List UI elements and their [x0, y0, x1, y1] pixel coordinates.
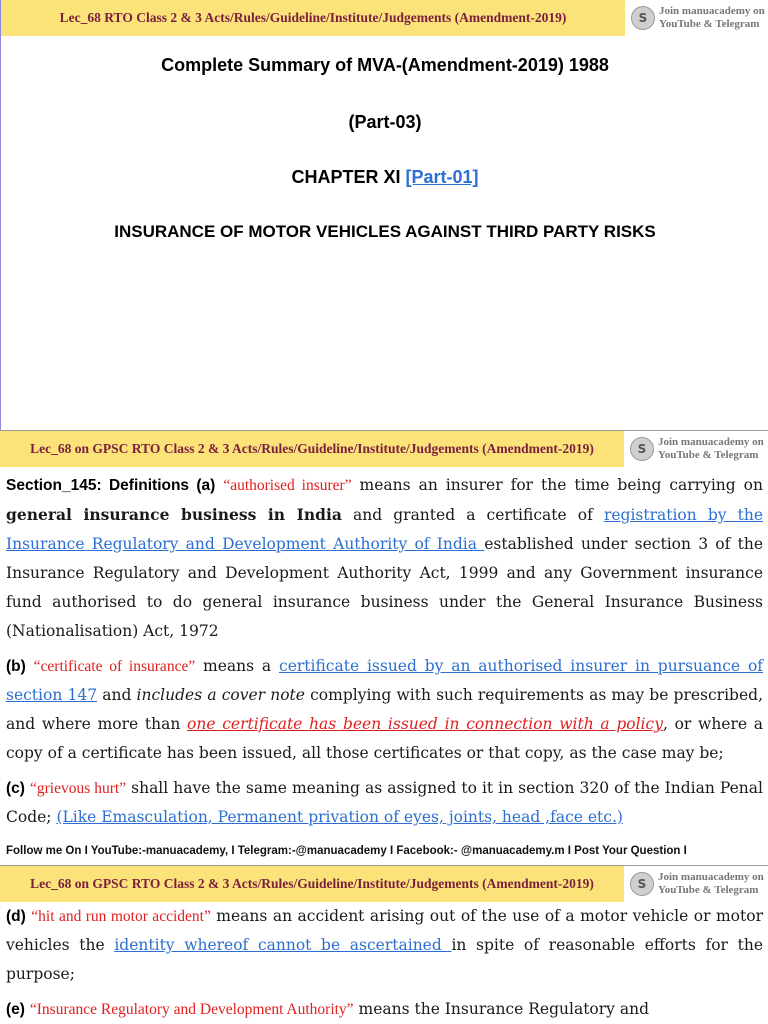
term-grievous-hurt: “grievous hurt” — [30, 780, 127, 797]
link-identity-not-ascertained[interactable]: identity whereof cannot be ascertained — [114, 936, 452, 954]
manuacademy-logo-icon: S — [631, 6, 655, 30]
definitions-body — [6, 902, 763, 1024]
join-badge[interactable] — [631, 2, 768, 34]
header-title: Lec_68 on GPSC RTO Class 2 & 3 Acts/Rules/Guideline/Institute/Judgements (Amendment-2019) — [0, 431, 624, 467]
definition-a: Section_145: Definitions (a) “authorised insurer” means an insurer for the time being carrying on general insurance business in India and granted a certificate of registration by the Insurance Regulatory and Development Authority of India established under section 3 of the Insurance Regulatory and Development Authority Act, 1999 and any Government insurance fund authorised to do general insurance business under the General Insurance Business (Nationalisation) Act, 1972 — [6, 476, 763, 640]
definition-d: (d) “hit and run motor accident” means an accident arising out of the use of a motor vehicle or motor vehicles the identity whereof cannot be ascertained in spite of reasonable efforts for the purpose; — [6, 907, 763, 983]
manuacademy-logo-icon: S — [630, 437, 654, 461]
header-title: Lec_68 on GPSC RTO Class 2 & 3 Acts/Rules/Guideline/Institute/Judgements (Amendment-2019) — [0, 866, 624, 902]
part-title: (Part-03) — [348, 112, 422, 132]
join-line-2: YouTube & Telegram — [658, 884, 759, 896]
page-header — [0, 431, 768, 467]
join-line-1: Join manuacademy on — [658, 436, 764, 448]
join-line-1: Join manuacademy on — [659, 5, 765, 17]
manuacademy-logo-icon: S — [630, 872, 654, 896]
document-title: Complete Summary of MVA-(Amendment-2019) 1988 — [161, 55, 609, 75]
definitions-body — [6, 471, 763, 837]
section-label: Section_145: Definitions (a) — [6, 477, 216, 494]
page-header — [1, 0, 768, 36]
join-line-1: Join manuacademy on — [658, 871, 764, 883]
link-irda-registration[interactable]: registration by the Insurance Regulatory and Development Authority of India — [6, 506, 763, 553]
slide-page-3 — [0, 866, 768, 1024]
slide-page-1 — [0, 0, 768, 430]
join-line-2: YouTube & Telegram — [658, 449, 759, 461]
term-irda: “Insurance Regulatory and Development Authority” — [29, 1001, 354, 1018]
definition-c: (c) “grievous hurt” shall have the same meaning as assigned to it in section 320 of the Indian Penal Code; (Like Emasculation, Permanent privation of eyes, joints, head ,face etc.) — [6, 779, 763, 826]
join-line-2: YouTube & Telegram — [659, 18, 760, 30]
page-header — [0, 866, 768, 902]
chapter-part-link[interactable]: [Part-01] — [405, 167, 479, 187]
chapter-title — [1, 167, 768, 188]
chapter-label: CHAPTER XI — [291, 167, 401, 187]
term-hit-and-run: “hit and run motor accident” — [31, 908, 211, 925]
slide-page-2 — [0, 431, 768, 837]
link-emasculation-note[interactable]: (Like Emasculation, Permanent privation of eyes, joints, head ,face etc.) — [56, 808, 623, 826]
term-authorised-insurer: “authorised insurer” — [223, 477, 352, 494]
definition-b: (b) “certificate of insurance” means a certificate issued by an authorised insurer in pursuance of section 147 and includes a cover note complying with such requirements as may be prescribed, and where more than one certificate has been issued in connection with a policy, or where a copy of a certificate has been issued, all those certificates or that copy, as the case may be; — [6, 657, 764, 762]
header-title: Lec_68 RTO Class 2 & 3 Acts/Rules/Guideline/Institute/Judgements (Amendment-2019) — [1, 0, 625, 36]
definition-e: (e) “Insurance Regulatory and Development Authority” means the Insurance Regulatory and — [6, 1000, 649, 1018]
join-badge[interactable] — [630, 433, 768, 465]
highlight-one-certificate: one certificate has been issued in connection with a policy — [187, 715, 663, 733]
social-footer: Follow me On I YouTube:-manuacademy, I Telegram:-@manuacademy I Facebook:- @manuacademy.m I Post Your Question I — [6, 845, 687, 857]
join-badge[interactable] — [630, 868, 768, 900]
link-section-147[interactable]: certificate issued by an authorised insurer in pursuance of section 147 — [6, 657, 764, 704]
term-certificate-of-insurance: “certificate of insurance” — [33, 658, 196, 675]
chapter-heading: INSURANCE OF MOTOR VEHICLES AGAINST THIRD PARTY RISKS — [114, 222, 656, 241]
